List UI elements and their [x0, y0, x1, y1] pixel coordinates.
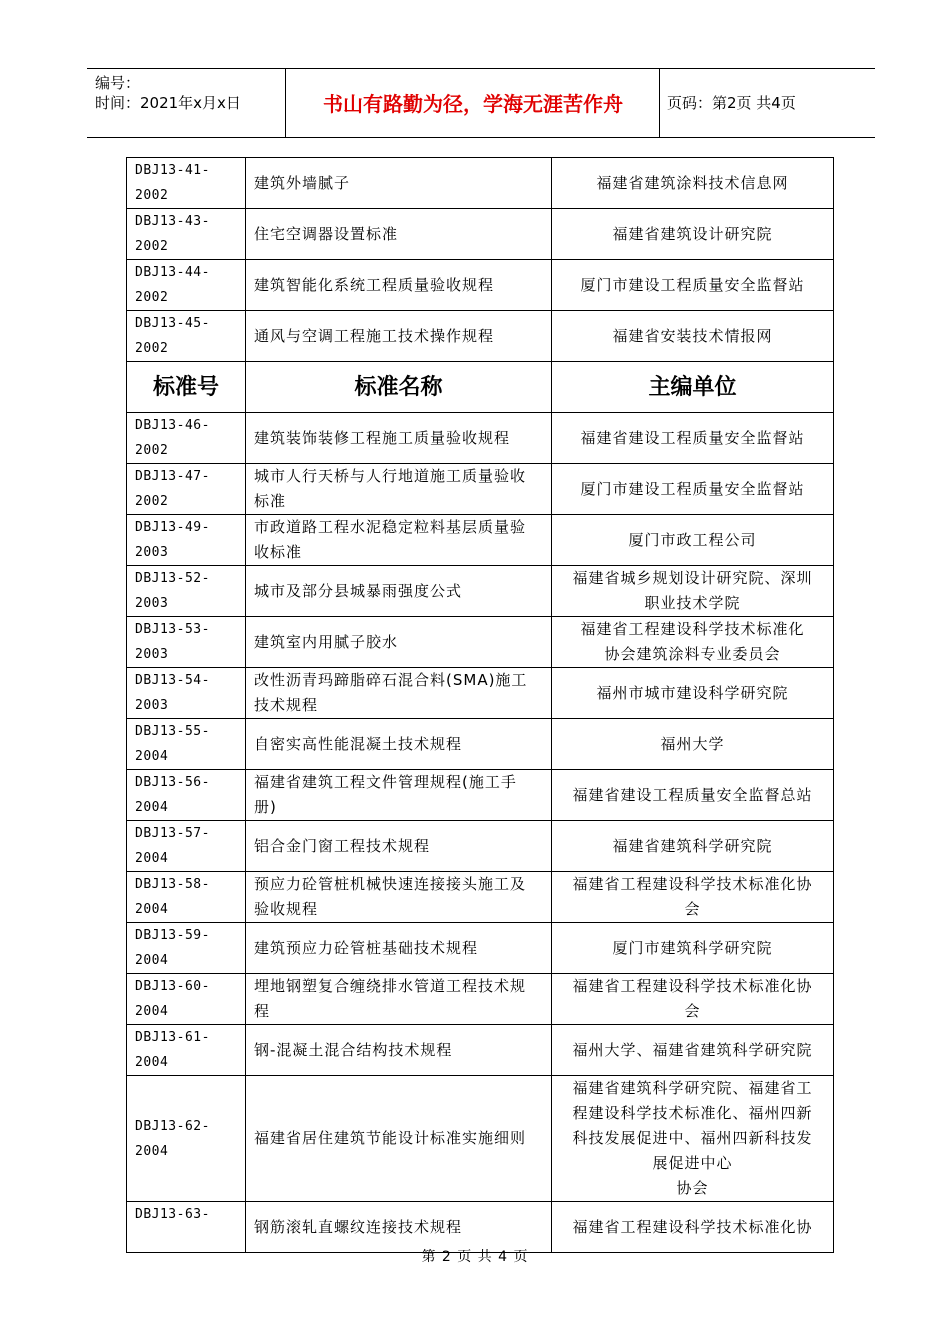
editor-org-line: 福建省工程建设科学技术标准化协	[572, 1217, 813, 1236]
standard-name	[246, 311, 552, 362]
standard-code-line: DBJ13-62-	[135, 1118, 210, 1134]
header-motto: 书山有路勤为径，学海无涯苦作舟	[323, 92, 623, 116]
editor-org	[552, 1202, 834, 1253]
standard-name	[246, 617, 552, 668]
standard-name	[246, 1202, 552, 1253]
standard-code-line: DBJ13-56-	[135, 775, 210, 790]
header-meta	[95, 73, 241, 113]
editor-org-line: 厦门市建设工程质量安全监督站	[580, 479, 805, 498]
standard-name-line: 册)	[254, 798, 277, 816]
editor-org	[552, 719, 834, 770]
standard-name-line: 埋地钢塑复合缠绕排水管道工程技术规	[254, 977, 527, 995]
editor-org	[552, 1076, 834, 1202]
standard-code	[127, 413, 246, 464]
editor-org	[552, 617, 834, 668]
standard-name-line: 改性沥青玛蹄脂碎石混合料(SMA)施工	[254, 671, 528, 689]
standard-name	[246, 464, 552, 515]
standard-name-line: 建筑预应力砼管桩基础技术规程	[254, 938, 479, 957]
standard-name-line: 验收规程	[254, 900, 319, 918]
standard-code-line: DBJ13-60-	[135, 979, 210, 994]
table-row	[127, 515, 834, 566]
column-header-code: 标准号	[127, 362, 246, 413]
standard-code-line: 2004	[135, 749, 169, 764]
standard-code-line: DBJ13-44-	[135, 265, 210, 280]
editor-org	[552, 311, 834, 362]
editor-org	[552, 413, 834, 464]
standard-code-line: 2003	[135, 596, 169, 611]
editor-org-line: 厦门市建筑科学研究院	[612, 938, 773, 957]
editor-org-line: 福建省建筑涂料技术信息网	[596, 173, 789, 192]
standard-code	[127, 1076, 246, 1202]
standard-code-line: 2004	[135, 1055, 169, 1070]
standard-code-line: 2004	[135, 902, 169, 917]
editor-org-line: 福州大学	[660, 734, 725, 753]
table-row	[127, 158, 834, 209]
column-header-org: 主编单位	[552, 362, 834, 413]
table-header-row	[127, 362, 834, 413]
page-header	[87, 68, 875, 138]
editor-org-line: 福建省工程建设科学技术标准化协	[572, 977, 813, 995]
table-header-group	[127, 362, 834, 413]
standard-code-line: DBJ13-52-	[135, 571, 210, 586]
editor-org	[552, 566, 834, 617]
standard-code-line: 2004	[135, 1004, 169, 1019]
table-body-bottom	[127, 413, 834, 1253]
editor-org-line: 福建省城乡规划设计研究院、深圳	[572, 569, 813, 587]
editor-org-line: 福建省建设工程质量安全监督站	[580, 428, 805, 447]
standard-code-line: DBJ13-43-	[135, 214, 210, 229]
editor-org-line: 职业技术学院	[644, 594, 741, 612]
standard-code	[127, 719, 246, 770]
standard-code	[127, 923, 246, 974]
standard-name-line: 预应力砼管桩机械快速连接接头施工及	[254, 875, 527, 893]
standard-name-line: 建筑外墙腻子	[254, 173, 351, 192]
standard-code-line: DBJ13-63-	[135, 1207, 210, 1222]
standard-code	[127, 821, 246, 872]
standard-code-line: DBJ13-58-	[135, 877, 210, 892]
standard-name-line: 福建省建筑工程文件管理规程(施工手	[254, 773, 517, 791]
editor-org	[552, 872, 834, 923]
standard-name-line: 钢-混凝土混合结构技术规程	[254, 1040, 453, 1059]
standard-code-line: DBJ13-45-	[135, 316, 210, 331]
header-divider	[659, 69, 660, 137]
standard-code	[127, 260, 246, 311]
standard-name-line: 建筑室内用腻子胶水	[254, 632, 399, 651]
standard-name-line: 钢筋滚轧直螺纹连接技术规程	[254, 1217, 463, 1236]
standard-code-line: DBJ13-55-	[135, 724, 210, 739]
standard-name	[246, 872, 552, 923]
standard-code-line: DBJ13-54-	[135, 673, 210, 688]
standard-code-line: 2003	[135, 698, 169, 713]
standard-code	[127, 974, 246, 1025]
date-label: 时间：2021年x月x日	[95, 94, 241, 112]
table-row	[127, 872, 834, 923]
standard-name-line: 自密实高性能混凝土技术规程	[254, 734, 463, 753]
editor-org-line: 程建设科学技术标准化、福州四新	[572, 1104, 813, 1122]
standards-table	[126, 157, 834, 1253]
editor-org-line: 科技发展促进中、福州四新科技发	[572, 1129, 813, 1147]
editor-org	[552, 209, 834, 260]
standard-name-line: 程	[254, 1002, 271, 1020]
standard-code-line: DBJ13-57-	[135, 826, 210, 841]
standard-name-line: 福建省居住建筑节能设计标准实施细则	[254, 1129, 527, 1147]
standard-code-line: DBJ13-59-	[135, 928, 210, 943]
standard-name-line: 建筑装饰装修工程施工质量验收规程	[254, 428, 511, 447]
standard-code	[127, 566, 246, 617]
standard-name-line: 铝合金门窗工程技术规程	[254, 836, 431, 855]
editor-org-line: 福建省工程建设科学技术标准化	[580, 620, 805, 638]
editor-org-line: 展促进中心	[652, 1154, 733, 1172]
standard-name-line: 通风与空调工程施工技术操作规程	[254, 326, 495, 345]
table-row	[127, 1202, 834, 1253]
editor-org-line: 福建省建筑科学研究院	[612, 836, 773, 855]
editor-org	[552, 515, 834, 566]
standard-name	[246, 209, 552, 260]
editor-org-line: 福建省建筑科学研究院、福建省工	[572, 1079, 813, 1097]
editor-org-line: 协会建筑涂料专业委员会	[604, 645, 781, 663]
standard-name-line: 收标准	[254, 543, 303, 561]
standard-name	[246, 566, 552, 617]
table-row	[127, 413, 834, 464]
standard-code-line: 2002	[135, 188, 169, 203]
standard-code-line: DBJ13-61-	[135, 1030, 210, 1045]
standard-name-line: 技术规程	[254, 696, 319, 714]
standard-code-line: 2002	[135, 290, 169, 305]
standard-name-line: 建筑智能化系统工程质量验收规程	[254, 275, 495, 294]
standard-name	[246, 770, 552, 821]
table-row	[127, 719, 834, 770]
standard-code-line: DBJ13-46-	[135, 418, 210, 433]
standard-code-line: 2004	[135, 851, 169, 866]
standard-name	[246, 974, 552, 1025]
header-divider	[285, 69, 286, 137]
standard-name	[246, 923, 552, 974]
standard-code-line: DBJ13-47-	[135, 469, 210, 484]
table-row	[127, 260, 834, 311]
standard-code-line: 2002	[135, 341, 169, 356]
standard-code	[127, 668, 246, 719]
column-header-name: 标准名称	[246, 362, 552, 413]
editor-org-line: 福州大学、福建省建筑科学研究院	[572, 1040, 813, 1059]
table-row	[127, 668, 834, 719]
table-row	[127, 464, 834, 515]
editor-org	[552, 464, 834, 515]
standard-code	[127, 1202, 246, 1253]
standard-name-line: 市政道路工程水泥稳定粒料基层质量验	[254, 518, 527, 536]
standard-name	[246, 260, 552, 311]
header-page-number: 页码：第2页 共4页	[667, 94, 796, 112]
standard-code-line: 2004	[135, 1143, 169, 1159]
table-row	[127, 617, 834, 668]
editor-org	[552, 821, 834, 872]
standard-name-line: 城市人行天桥与人行地道施工质量验收	[254, 467, 527, 485]
editor-org	[552, 260, 834, 311]
standard-name	[246, 158, 552, 209]
standard-name	[246, 821, 552, 872]
standard-name	[246, 1025, 552, 1076]
editor-org-line: 福建省建设工程质量安全监督总站	[572, 785, 813, 804]
standard-name	[246, 515, 552, 566]
standard-code-line: 2004	[135, 800, 169, 815]
serial-label: 编号：	[95, 74, 141, 92]
standard-code	[127, 617, 246, 668]
table-row	[127, 1025, 834, 1076]
table-body-top	[127, 158, 834, 362]
standard-name-line: 城市及部分县城暴雨强度公式	[254, 581, 463, 600]
editor-org-line: 厦门市政工程公司	[628, 530, 757, 549]
table-row	[127, 974, 834, 1025]
standard-code-line: 2002	[135, 239, 169, 254]
standard-code-line: DBJ13-41-	[135, 163, 210, 178]
table-row	[127, 566, 834, 617]
table-row	[127, 209, 834, 260]
standard-code-line: 2002	[135, 443, 169, 458]
editor-org	[552, 923, 834, 974]
standard-code-line: 2003	[135, 647, 169, 662]
standard-code	[127, 515, 246, 566]
editor-org	[552, 668, 834, 719]
standard-code	[127, 209, 246, 260]
table-row	[127, 821, 834, 872]
standard-code	[127, 158, 246, 209]
standard-code-line: DBJ13-49-	[135, 520, 210, 535]
editor-org	[552, 974, 834, 1025]
standard-code-line: DBJ13-53-	[135, 622, 210, 637]
editor-org	[552, 770, 834, 821]
table-row	[127, 923, 834, 974]
editor-org	[552, 158, 834, 209]
standard-name	[246, 1076, 552, 1202]
standard-code-line: 2002	[135, 494, 169, 509]
editor-org-line: 会	[684, 900, 701, 918]
standard-code	[127, 770, 246, 821]
standard-name-line: 标准	[254, 492, 287, 510]
standard-code-line: 2004	[135, 953, 169, 968]
standard-name-line: 住宅空调器设置标准	[254, 224, 399, 243]
standard-code-line: 2003	[135, 545, 169, 560]
table-row	[127, 770, 834, 821]
standard-name	[246, 719, 552, 770]
editor-org-line: 协会	[676, 1179, 709, 1197]
editor-org-line: 福建省建筑设计研究院	[612, 224, 773, 243]
editor-org-line: 厦门市建设工程质量安全监督站	[580, 275, 805, 294]
standard-name	[246, 668, 552, 719]
editor-org-line: 福州市城市建设科学研究院	[596, 683, 789, 702]
standard-code	[127, 311, 246, 362]
standard-code	[127, 872, 246, 923]
table-row	[127, 1076, 834, 1202]
standard-code	[127, 1025, 246, 1076]
editor-org-line: 福建省安装技术情报网	[612, 326, 773, 345]
table-row	[127, 311, 834, 362]
standard-code	[127, 464, 246, 515]
standard-name	[246, 413, 552, 464]
editor-org	[552, 1025, 834, 1076]
editor-org-line: 会	[684, 1002, 701, 1020]
editor-org-line: 福建省工程建设科学技术标准化协	[572, 875, 813, 893]
page-footer: 第 2 页 共 4 页	[421, 1249, 529, 1265]
